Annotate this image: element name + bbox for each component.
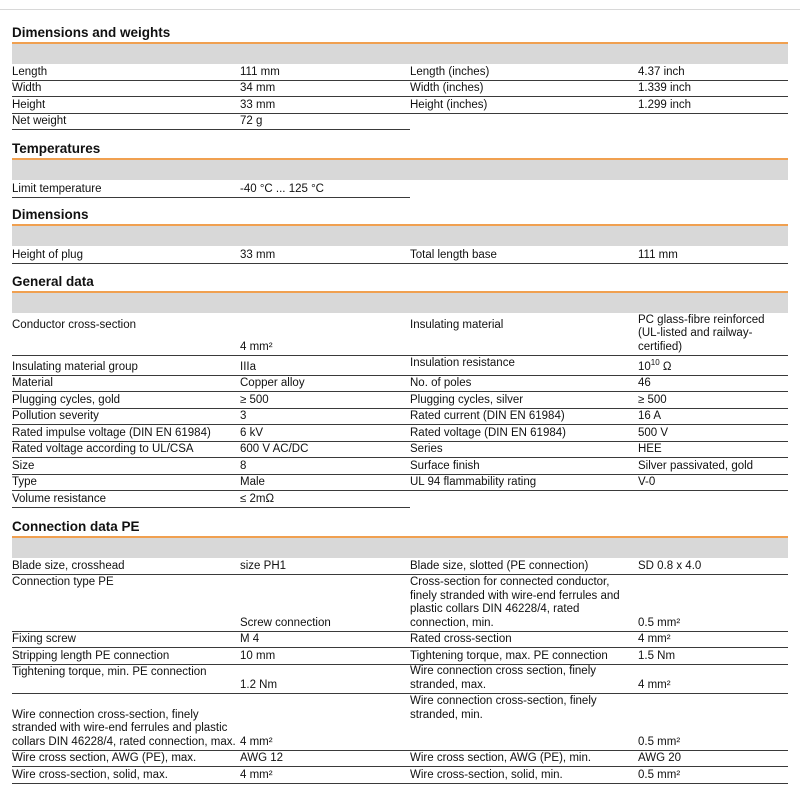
spec-label: Length <box>12 65 48 78</box>
spec-value: ≥ 500 <box>638 393 667 406</box>
spec-label: Conductor cross-section <box>12 319 136 331</box>
spec-row <box>410 409 788 425</box>
spec-label: Wire connection cross-section, finely stranded with wire-end ferrules and plastic collars DIN 46228/4, rated connection, max. <box>12 708 236 748</box>
spec-value: 4.37 inch <box>638 65 685 78</box>
spec-value: 500 V <box>638 426 669 439</box>
spec-row <box>12 392 410 409</box>
spec-value: Copper alloy <box>240 376 305 389</box>
spec-label: Plugging cycles, silver <box>410 393 524 406</box>
spec-label: Width <box>12 81 42 94</box>
spec-label: Insulating material group <box>12 360 138 373</box>
spec-row <box>410 575 788 632</box>
spec-value: AWG 12 <box>240 751 284 764</box>
spec-value: size PH1 <box>240 559 287 572</box>
spec-label: Stripping length PE connection <box>12 649 170 662</box>
spec-row <box>410 442 788 458</box>
spec-row <box>12 558 410 575</box>
spec-value: IIIa <box>240 360 256 373</box>
spec-row <box>12 442 410 458</box>
spec-value: 600 V AC/DC <box>240 442 309 455</box>
spec-value: 4 mm² <box>240 768 273 781</box>
section-title: General data <box>12 274 94 289</box>
spec-row <box>12 246 410 264</box>
spec-value: 4 mm² <box>240 340 273 353</box>
spec-row <box>12 665 410 694</box>
spec-value: 8 <box>240 459 247 472</box>
spec-label: Total length base <box>410 248 497 261</box>
spec-value: 72 g <box>240 114 263 127</box>
spec-value: 33 mm <box>240 98 276 111</box>
spec-label: Pollution severity <box>12 409 99 422</box>
spec-value: HEE <box>638 442 662 455</box>
spec-row <box>12 648 410 665</box>
spec-value: -40 °C ... 125 °C <box>240 182 324 195</box>
section-header-band <box>12 538 788 558</box>
spec-label: Wire cross section, AWG (PE), max. <box>12 751 197 764</box>
spec-row <box>410 356 788 376</box>
spec-label: Fixing screw <box>12 632 76 645</box>
spec-value: ≤ 2mΩ <box>240 492 275 505</box>
section-dimensions <box>12 206 788 264</box>
spec-row <box>410 458 788 475</box>
section-dimensions-weights <box>12 24 788 130</box>
right-column <box>410 558 788 784</box>
spec-row <box>12 114 410 130</box>
value-base: 10 <box>638 360 651 373</box>
spec-value <box>638 357 788 376</box>
spec-value: 111 mm <box>638 248 678 261</box>
spec-label: UL 94 flammability rating <box>410 475 537 488</box>
spec-row <box>12 64 410 81</box>
spec-row <box>12 376 410 392</box>
right-column <box>410 246 788 264</box>
spec-row <box>410 767 788 784</box>
spec-label: Tightening torque, min. PE connection <box>12 666 207 678</box>
spec-row <box>12 81 410 97</box>
spec-value: 46 <box>638 376 651 389</box>
spec-row <box>12 313 410 356</box>
spec-label: Length (inches) <box>410 65 490 78</box>
left-column <box>12 64 410 130</box>
spec-value: 4 mm² <box>638 678 671 691</box>
spec-row <box>410 97 788 114</box>
spec-value: 1.339 inch <box>638 81 692 94</box>
spec-row <box>12 425 410 442</box>
spec-value: 0.5 mm² <box>638 616 681 629</box>
spec-label: Width (inches) <box>410 81 484 94</box>
spec-value: 6 kV <box>240 426 264 439</box>
spec-value: 3 <box>240 409 247 422</box>
spec-row <box>410 425 788 442</box>
spec-value: 1.5 Nm <box>638 649 676 662</box>
spec-label: Wire connection cross-section, finely stranded, min. <box>410 695 597 721</box>
spec-value: 1.2 Nm <box>240 678 278 691</box>
spec-label: Insulation resistance <box>410 357 515 369</box>
spec-label: Wire cross section, AWG (PE), min. <box>410 751 592 764</box>
spec-row <box>410 648 788 665</box>
spec-row <box>410 392 788 409</box>
spec-value: 10 mm <box>240 649 276 662</box>
spec-label: Wire connection cross section, finely stranded, max. <box>410 665 596 691</box>
spec-label: Size <box>12 459 35 472</box>
spec-label: Limit temperature <box>12 182 102 195</box>
left-column <box>12 180 410 198</box>
spec-value: 16 A <box>638 409 662 422</box>
spec-label: Height (inches) <box>410 98 488 111</box>
spec-value: 33 mm <box>240 248 276 261</box>
spec-row <box>410 558 788 575</box>
spec-label: Rated impulse voltage (DIN EN 61984) <box>12 426 211 439</box>
spec-value: PC glass-fibre reinforced (UL-listed and railway-certified) <box>638 313 765 353</box>
spec-value: 0.5 mm² <box>638 768 681 781</box>
top-divider <box>0 9 800 10</box>
section-general-data <box>12 273 788 508</box>
spec-value: SD 0.8 x 4.0 <box>638 559 702 572</box>
spec-value: 4 mm² <box>240 735 273 748</box>
spec-value: Screw connection <box>240 616 331 629</box>
spec-row <box>410 64 788 81</box>
spec-label: Surface finish <box>410 459 480 472</box>
spec-value: 34 mm <box>240 81 276 94</box>
section-title: Dimensions <box>12 207 89 222</box>
left-column <box>12 246 410 264</box>
right-column <box>410 313 788 508</box>
left-column <box>12 313 410 508</box>
spec-value: ≥ 500 <box>240 393 269 406</box>
spec-label: Type <box>12 475 37 488</box>
spec-row <box>12 180 410 198</box>
spec-label: Rated current (DIN EN 61984) <box>410 409 565 422</box>
spec-row <box>410 632 788 648</box>
spec-label: Material <box>12 376 53 389</box>
spec-label: Blade size, slotted (PE connection) <box>410 559 589 572</box>
spec-row <box>12 751 410 767</box>
spec-label: Tightening torque, max. PE connection <box>410 649 608 662</box>
spec-label: Height <box>12 98 46 111</box>
spec-row <box>12 97 410 114</box>
spec-row <box>410 665 788 694</box>
spec-value: M 4 <box>240 632 260 645</box>
spec-label: Rated voltage (DIN EN 61984) <box>410 426 566 439</box>
spec-label: Wire cross-section, solid, max. <box>12 768 168 781</box>
spec-row <box>12 694 410 751</box>
spec-row <box>12 458 410 475</box>
spec-row <box>12 632 410 648</box>
spec-label: Plugging cycles, gold <box>12 393 121 406</box>
spec-label: No. of poles <box>410 376 472 389</box>
spec-row <box>410 81 788 97</box>
right-column <box>410 64 788 130</box>
section-title: Temperatures <box>12 141 101 156</box>
spec-label: Wire cross-section, solid, min. <box>410 768 563 781</box>
spec-row <box>12 409 410 425</box>
value-unit: Ω <box>659 360 672 373</box>
spec-label: Rated cross-section <box>410 632 512 645</box>
spec-row <box>410 246 788 264</box>
spec-label: Series <box>410 442 443 455</box>
spec-row <box>410 313 788 356</box>
spec-row <box>12 767 410 784</box>
section-header-band <box>12 160 788 180</box>
section-header-band <box>12 226 788 246</box>
spec-row <box>12 356 410 376</box>
section-temperatures <box>12 140 788 198</box>
spec-label: Blade size, crosshead <box>12 559 125 572</box>
spec-value: 4 mm² <box>638 632 671 645</box>
spec-row <box>410 694 788 751</box>
spec-row <box>410 751 788 767</box>
value-exponent: 10 <box>650 357 660 367</box>
spec-row <box>410 376 788 392</box>
spec-label: Volume resistance <box>12 492 106 505</box>
spec-value: 1.299 inch <box>638 98 692 111</box>
spec-label: Net weight <box>12 114 67 127</box>
section-title: Dimensions and weights <box>12 25 171 40</box>
spec-row <box>12 475 410 491</box>
spec-value: 0.5 mm² <box>638 735 681 748</box>
spec-label: Cross-section for connected conductor, finely stranded with wire-end ferrules and plastic collars DIN 46228/4, rated connection, min. <box>410 576 620 629</box>
spec-value: AWG 20 <box>638 751 682 764</box>
spec-label: Height of plug <box>12 248 83 261</box>
section-header-band <box>12 44 788 64</box>
spec-value: Male <box>240 475 265 488</box>
section-title: Connection data PE <box>12 519 140 534</box>
spec-value: V-0 <box>638 475 656 488</box>
spec-value: Silver passivated, gold <box>638 459 754 472</box>
spec-row <box>410 475 788 491</box>
section-header-band <box>12 293 788 313</box>
section-connection-data-pe <box>12 518 788 784</box>
spec-value: 111 mm <box>240 65 280 78</box>
spec-label: Connection type PE <box>12 576 114 588</box>
left-column <box>12 558 410 784</box>
spec-label: Insulating material <box>410 319 504 331</box>
spec-label: Rated voltage according to UL/CSA <box>12 442 194 455</box>
spec-row <box>12 491 410 508</box>
spec-row <box>12 575 410 632</box>
